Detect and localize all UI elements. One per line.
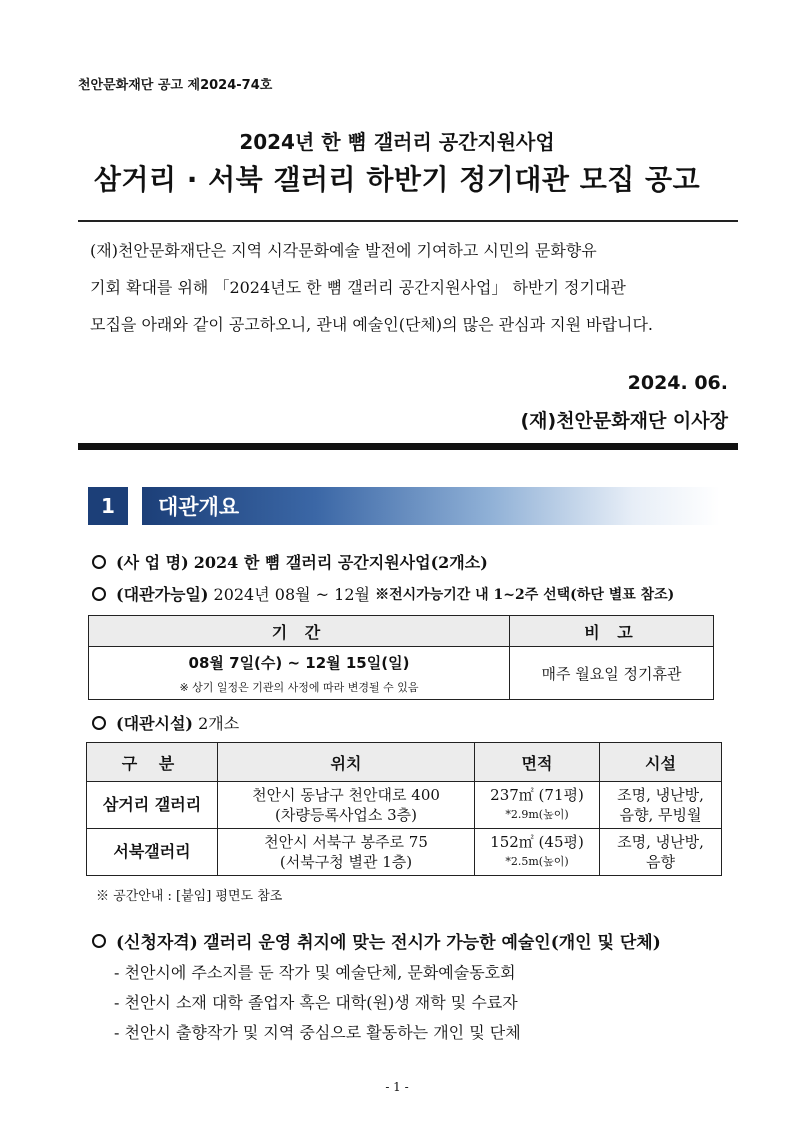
col-header-area: 면적 — [475, 743, 600, 782]
location-cell — [218, 829, 475, 876]
eligibility-line — [92, 928, 661, 953]
circle-bullet-icon — [92, 716, 106, 730]
period-note: ※ 상기 일정은 기관의 사정에 따라 변경될 수 있음 — [179, 680, 419, 694]
facilities-value: 2개소 — [198, 714, 240, 733]
period-table — [88, 615, 714, 700]
facilities-label: (대관시설) — [116, 714, 193, 733]
gallery-name: 삼거리 갤러리 — [87, 782, 218, 829]
facility-line: 음향, 무빙월 — [619, 806, 702, 824]
eligibility-value: 갤러리 운영 취지에 맞는 전시가 가능한 예술인(개인 및 단체) — [203, 933, 661, 953]
section-number: 1 — [88, 487, 128, 525]
issuer: (재)천안문화재단 이사장 — [520, 410, 728, 432]
table-row — [87, 829, 722, 876]
location-address: 천안시 동남구 천안대로 400 — [252, 786, 440, 804]
col-header-facility: 시설 — [600, 743, 722, 782]
facility-cell — [600, 829, 722, 876]
col-header-location: 위치 — [218, 743, 475, 782]
title-line1: 2024년 한 뼘 갤러리 공간지원사업 — [239, 130, 555, 154]
location-detail: (차량등록사업소 3층) — [275, 806, 417, 824]
rental-period-value: 2024년 08월 ~ 12월 — [213, 585, 370, 604]
space-note: ※ 공간안내 : [붙임] 평면도 참조 — [96, 889, 283, 904]
list-item: - 천안시 출향작가 및 지역 중심으로 활동하는 개인 및 단체 — [114, 1023, 521, 1042]
project-line — [92, 550, 488, 573]
facility-table — [86, 742, 722, 876]
area-cell — [475, 782, 600, 829]
location-cell — [218, 782, 475, 829]
period-header: 기 간 — [89, 616, 510, 647]
period-value: 08월 7일(수) ~ 12월 15일(일) — [188, 653, 410, 672]
section-title: 대관개요 — [158, 495, 240, 519]
circle-bullet-icon — [92, 587, 106, 601]
divider — [78, 220, 738, 222]
rental-period-line — [92, 582, 674, 605]
circle-bullet-icon — [92, 555, 106, 569]
area-cell — [475, 829, 600, 876]
page-title: 삼거리 · 서북 갤러리 하반기 정기대관 모집 공고 — [93, 163, 701, 196]
intro-line: 기회 확대를 위해 「2024년도 한 뼘 갤러리 공간지원사업」 하반기 정기대관 — [90, 278, 626, 297]
eligibility-label: (신청자격) — [116, 933, 198, 953]
project-label: (사 업 명) — [116, 553, 189, 572]
intro-paragraph — [90, 232, 728, 343]
remark-header: 비 고 — [510, 616, 714, 647]
intro-line: 모집을 아래와 같이 공고하오니, 관내 예술인(단체)의 많은 관심과 지원 바랍니다. — [90, 315, 654, 334]
period-cell — [89, 647, 510, 700]
facility-line: 음향 — [646, 853, 675, 871]
list-item: - 천안시 소재 대학 졸업자 혹은 대학(원)생 재학 및 수료자 — [114, 993, 518, 1012]
list-item: - 천안시에 주소지를 둔 작가 및 예술단체, 문화예술동호회 — [114, 963, 516, 982]
location-address: 천안시 서북구 봉주로 75 — [264, 833, 428, 851]
thick-divider — [78, 443, 738, 450]
remark-value: 매주 월요일 정기휴관 — [510, 647, 714, 700]
circle-bullet-icon — [92, 934, 106, 948]
location-detail: (서북구청 별관 1층) — [279, 853, 413, 871]
project-value: 2024 한 뼘 갤러리 공간지원사업(2개소) — [193, 553, 488, 572]
facility-line: 조명, 냉난방, — [617, 786, 704, 804]
area-value: 152㎡ (45평) — [490, 833, 584, 851]
rental-period-note: ※전시가능기간 내 1~2주 선택(하단 별표 참조) — [375, 586, 675, 603]
facilities-line — [92, 711, 239, 734]
facility-line: 조명, 냉난방, — [617, 833, 704, 851]
intro-line: (재)천안문화재단은 지역 시각문화예술 발전에 기여하고 시민의 문화향유 — [90, 241, 597, 260]
notice-number: 천안문화재단 공고 제2024-74호 — [78, 78, 273, 93]
gallery-name: 서북갤러리 — [87, 829, 218, 876]
height-value: *2.5m(높이) — [505, 855, 569, 868]
table-row — [87, 782, 722, 829]
area-value: 237㎡ (71평) — [490, 786, 584, 804]
col-header-category: 구 분 — [87, 743, 218, 782]
page-number: - 1 - — [385, 1080, 409, 1094]
rental-period-label: (대관가능일) — [116, 585, 209, 604]
notice-date: 2024. 06. — [627, 372, 728, 394]
facility-cell — [600, 782, 722, 829]
height-value: *2.9m(높이) — [505, 808, 569, 821]
